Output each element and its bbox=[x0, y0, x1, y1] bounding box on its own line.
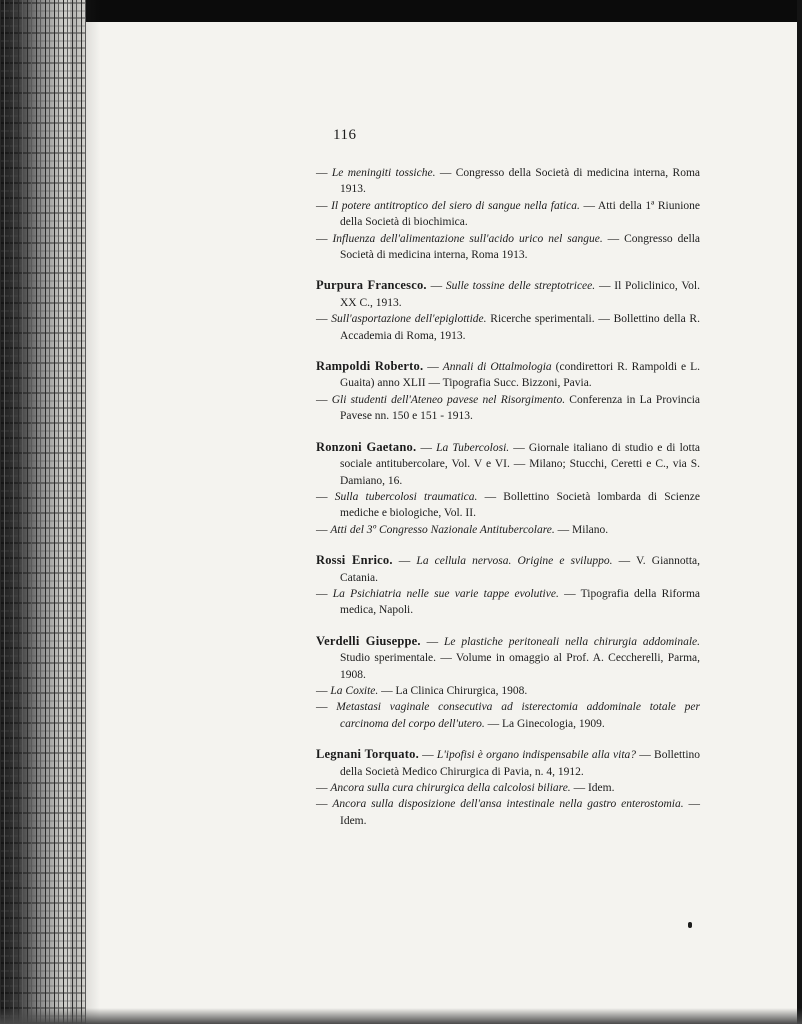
publication-details: — Giornale italiano di studio e di lotta sociale antitubercolare, Vol. V e VI. — Milano; Stucchi, Ceretti e C., via S. Damiano, 16. bbox=[340, 441, 701, 487]
author-name: Rossi Enrico. bbox=[316, 553, 393, 568]
publication-item: — Atti del 3º Congresso Nazionale Antitubercolare. — Milano. bbox=[316, 523, 609, 536]
bibliography-entry bbox=[316, 633, 700, 732]
publication-title: Le plastiche peritoneali nella chirurgia addominale. bbox=[443, 635, 700, 648]
scan-right-border bbox=[797, 0, 802, 1024]
publication-item: — Ancora sulla disposizione dell'ansa intestinale nella gastro enterostomia. — Idem. bbox=[316, 798, 701, 827]
bibliography-list bbox=[316, 165, 700, 843]
publication-details: — Idem. bbox=[570, 782, 615, 794]
publication-details: — Bollettino della Società Medico Chirurgica di Pavia, n. 4, 1912. bbox=[340, 749, 701, 778]
publication-title: Metastasi vaginale consecutiva ad isterectomia addominale totale per carcinoma del corpo dell'utero. bbox=[336, 701, 701, 730]
author-name: Legnani Torquato. bbox=[316, 747, 419, 762]
publication-title: Sulle tossine delle streptotricee. bbox=[445, 280, 596, 293]
publication-item: Rossi Enrico. — La cellula nervosa. Origine e sviluppo. — V. Giannotta, Catania. bbox=[316, 553, 701, 584]
publication-item: — Sull'asportazione dell'epiglottide. Ricerche sperimentali. — Bollettino della R. Accademia di Roma, 1913. bbox=[316, 313, 700, 342]
publication-item: — Influenza dell'alimentazione sull'acido urico nel sangue. — Congresso della Società di medicina interna, Roma 1913. bbox=[316, 232, 700, 262]
publication-item: Ronzoni Gaetano. — La Tubercolosi. — Giornale italiano di studio e di lotta sociale antitubercolare, Vol. V e VI. — Milano; Stucchi, Ceretti e C., via S. Damiano, 16. bbox=[316, 439, 701, 487]
publication-details: — La Clinica Chirurgica, 1908. bbox=[378, 684, 528, 697]
publication-item: Purpura Francesco. — Sulle tossine delle streptotricee. — Il Policlinico, Vol. XX C., 1913. bbox=[316, 278, 700, 309]
bibliography-entry bbox=[316, 358, 700, 425]
publication-details: (condirettori R. Rampoldi e L. Guaita) anno XLII — Tipografia Succ. Bizzoni, Pavia. bbox=[340, 361, 700, 390]
bibliography-entry bbox=[316, 165, 700, 263]
publication-title: La Tubercolosi. bbox=[436, 441, 510, 454]
scan-bottom-border bbox=[0, 1008, 802, 1024]
publication-item: — Il potere antitroptico del siero di sangue nella fatica. — Atti della 1ª Riunione della Società di biochimica. bbox=[316, 199, 701, 229]
publication-details: — Atti della 1ª Riunione della Società di biochimica. bbox=[340, 199, 701, 229]
publication-item: — Le meningiti tossiche. — Congresso della Società di medicina interna, Roma 1913. bbox=[316, 167, 700, 196]
publication-item: — Ancora sulla cura chirurgica della calcolosi biliare. — Idem. bbox=[316, 782, 615, 794]
publication-details: — Tipografia della Riforma medica, Napoli. bbox=[340, 587, 700, 617]
publication-title: Sulla tubercolosi traumatica. bbox=[334, 490, 478, 503]
publication-item: — La Psichiatria nelle sue varie tappe evolutive. — Tipografia della Riforma medica, Napoli. bbox=[316, 587, 700, 617]
author-name: Rampoldi Roberto. bbox=[316, 359, 424, 374]
author-name: Ronzoni Gaetano. bbox=[316, 439, 417, 454]
ink-speck bbox=[688, 922, 692, 928]
publication-details: — Bollettino Società lombarda di Scienze mediche e biologiche, Vol. II. bbox=[340, 490, 701, 520]
publication-details: — Milano. bbox=[554, 523, 609, 536]
author-name: Purpura Francesco. bbox=[316, 278, 427, 293]
publication-title: Gli studenti dell'Ateneo pavese nel Risorgimento. bbox=[331, 393, 566, 406]
publication-item: Legnani Torquato. — L'ipofisi è organo indispensabile alla vita? — Bollettino della Società Medico Chirurgica di Pavia, n. 4, 1912. bbox=[316, 747, 701, 778]
publication-details: Conferenza in La Provincia Pavese nn. 150 e 151 - 1913. bbox=[340, 393, 700, 423]
bibliography-entry bbox=[316, 277, 700, 344]
publication-details: — Congresso della Società di medicina interna, Roma 1913. bbox=[340, 232, 700, 262]
publication-item: — Sulla tubercolosi traumatica. — Bollettino Società lombarda di Scienze mediche e biologiche, Vol. II. bbox=[316, 490, 701, 520]
publication-item: — Gli studenti dell'Ateneo pavese nel Risorgimento. Conferenza in La Provincia Pavese nn. 150 e 151 - 1913. bbox=[316, 393, 700, 423]
page-number: 116 bbox=[333, 127, 357, 143]
publication-title: Sull'asportazione dell'epiglottide. bbox=[331, 313, 487, 326]
publication-title: Il potere antitroptico del siero di sangue nella fatica. bbox=[331, 199, 580, 212]
publication-item: Verdelli Giuseppe. — Le plastiche peritoneali nella chirurgia addominale. Studio sperimentale. — Volume in omaggio al Prof. A. Ceccherelli, Parma, 1908. bbox=[316, 633, 700, 681]
publication-title: La Coxite. bbox=[330, 684, 379, 697]
publication-title: Atti del 3º Congresso Nazionale Antitubercolare. bbox=[330, 523, 555, 536]
publication-title: La Psichiatria nelle sue varie tappe evolutive. bbox=[332, 587, 559, 600]
publication-title: Influenza dell'alimentazione sull'acido urico nel sangue. bbox=[332, 232, 603, 245]
publication-item: — Metastasi vaginale consecutiva ad isterectomia addominale totale per carcinoma del corpo dell'utero. — La Ginecologia, 1909. bbox=[316, 701, 701, 730]
publication-title: La cellula nervosa. Origine e sviluppo. bbox=[416, 555, 613, 568]
publication-details: — La Ginecologia, 1909. bbox=[484, 717, 605, 730]
publication-item: — La Coxite. — La Clinica Chirurgica, 1908. bbox=[316, 684, 528, 697]
publication-title: Le meningiti tossiche. bbox=[331, 167, 436, 179]
scan-top-border bbox=[0, 0, 802, 22]
publication-details: — Il Policlinico, Vol. XX C., 1913. bbox=[340, 280, 700, 309]
publication-details: — V. Giannotta, Catania. bbox=[340, 555, 701, 584]
bibliography-entry bbox=[316, 439, 700, 538]
publication-title: Annali di Ottalmologia bbox=[442, 361, 552, 374]
publication-title: Ancora sulla disposizione dell'ansa intestinale nella gastro enterostomia. bbox=[332, 798, 684, 811]
publication-details: Studio sperimentale. — Volume in omaggio al Prof. A. Ceccherelli, Parma, 1908. bbox=[340, 652, 700, 681]
bibliography-entry bbox=[316, 552, 700, 619]
binding-shadow bbox=[70, 0, 100, 1024]
bibliography-entry bbox=[316, 746, 700, 829]
publication-details: — Congresso della Società di medicina interna, Roma 1913. bbox=[340, 167, 700, 196]
publication-details: Ricerche sperimentali. — Bollettino della R. Accademia di Roma, 1913. bbox=[340, 313, 700, 342]
publication-item: Rampoldi Roberto. — Annali di Ottalmologia (condirettori R. Rampoldi e L. Guaita) anno XLII — Tipografia Succ. Bizzoni, Pavia. bbox=[316, 359, 700, 390]
publication-title: L'ipofisi è organo indispensabile alla vita? bbox=[436, 749, 637, 762]
publication-title: Ancora sulla cura chirurgica della calcolosi biliare. bbox=[330, 782, 571, 794]
publication-details: — Idem. bbox=[340, 798, 701, 827]
author-name: Verdelli Giuseppe. bbox=[316, 633, 421, 648]
